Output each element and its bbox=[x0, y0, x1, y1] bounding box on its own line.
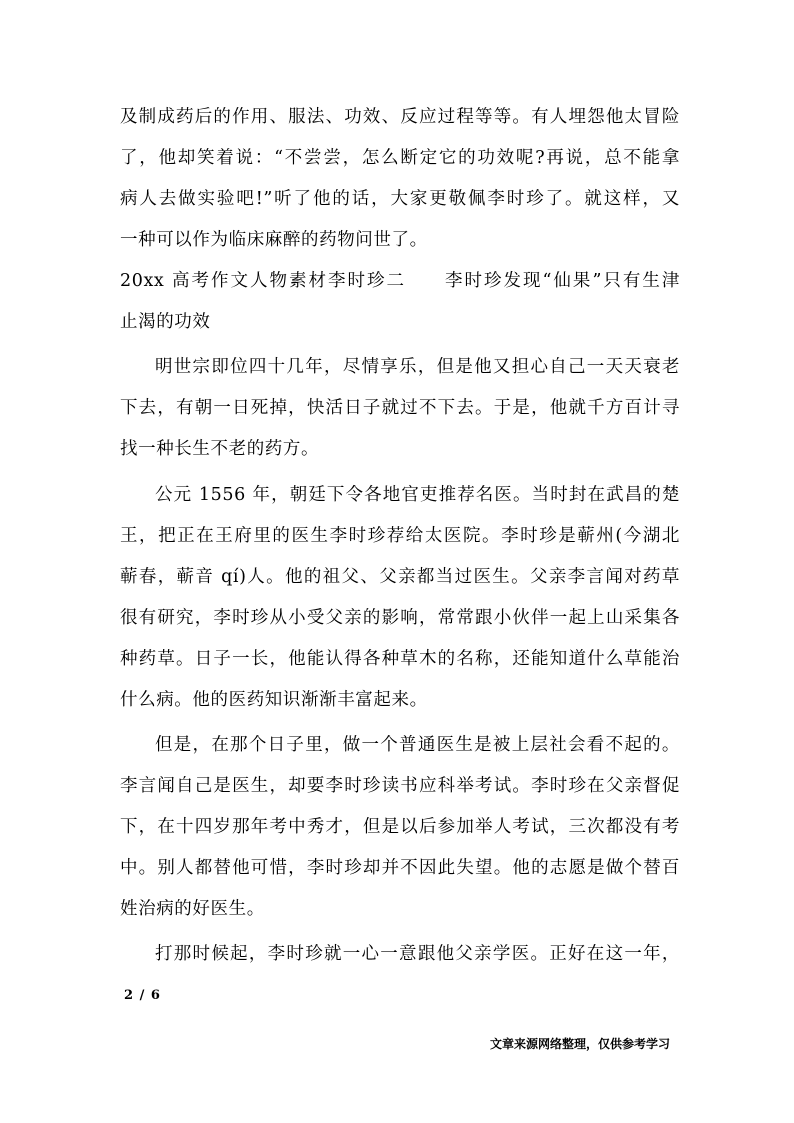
page-number: 2 / 6 bbox=[124, 988, 161, 1003]
text-line: 了，他却笑着说：“不尝尝，怎么断定它的功效呢?再说，总不能拿 bbox=[120, 148, 680, 168]
text-line: 下去，有朝一日死掉，快活日子就过不下去。于是，他就千方百计寻 bbox=[120, 398, 680, 418]
text-line: 中。别人都替他可惜，李时珍却并不因此失望。他的志愿是做个替百 bbox=[120, 858, 680, 878]
text-line: 什么病。他的医药知识渐渐丰富起来。 bbox=[120, 690, 428, 710]
text-line: 一种可以作为临床麻醉的药物问世了。 bbox=[120, 230, 428, 250]
paragraph-first-line: 明世宗即位四十几年，尽情享乐，但是他又担心自己一天天衰老 bbox=[155, 357, 680, 377]
text-line: 下，在十四岁那年考中秀才，但是以后参加举人考试，三次都没有考 bbox=[120, 817, 680, 837]
paragraph-first-line: 打那时候起，李时珍就一心一意跟他父亲学医。正好在这一年， bbox=[155, 944, 680, 964]
text-line: 种药草。日子一长，他能认得各种草木的名称，还能知道什么草能治 bbox=[120, 649, 680, 669]
text-line: 病人去做实验吧!”听了他的话，大家更敬佩李时珍了。就这样，又 bbox=[120, 189, 680, 209]
paragraph-first-line: 公元 1556 年，朝廷下令各地官吏推荐名医。当时封在武昌的楚 bbox=[155, 485, 680, 505]
text-line: 蕲春，蕲音 qí)人。他的祖父、父亲都当过医生。父亲李言闻对药草 bbox=[120, 567, 680, 587]
text-line: 姓治病的好医生。 bbox=[120, 899, 265, 919]
paragraph-first-line: 但是，在那个日子里，做一个普通医生是被上层社会看不起的。 bbox=[155, 735, 680, 755]
section-heading-continued: 止渴的功效 bbox=[120, 312, 211, 332]
text-line: 找一种长生不老的药方。 bbox=[120, 439, 320, 459]
text-line: 及制成药后的作用、服法、功效、反应过程等等。有人埋怨他太冒险 bbox=[120, 107, 680, 127]
text-line: 王，把正在王府里的医生李时珍荐给太医院。李时珍是蕲州(今湖北 bbox=[120, 526, 680, 546]
footer-note: 文章来源网络整理，仅供参考学习 bbox=[490, 1037, 671, 1051]
text-line: 很有研究，李时珍从小受父亲的影响，常常跟小伙伴一起上山采集各 bbox=[120, 608, 680, 628]
section-heading: 20xx 高考作文人物素材李时珍二 李时珍发现“仙果”只有生津 bbox=[120, 271, 680, 291]
text-line: 李言闻自己是医生，却要李时珍读书应科举考试。李时珍在父亲督促 bbox=[120, 776, 680, 796]
